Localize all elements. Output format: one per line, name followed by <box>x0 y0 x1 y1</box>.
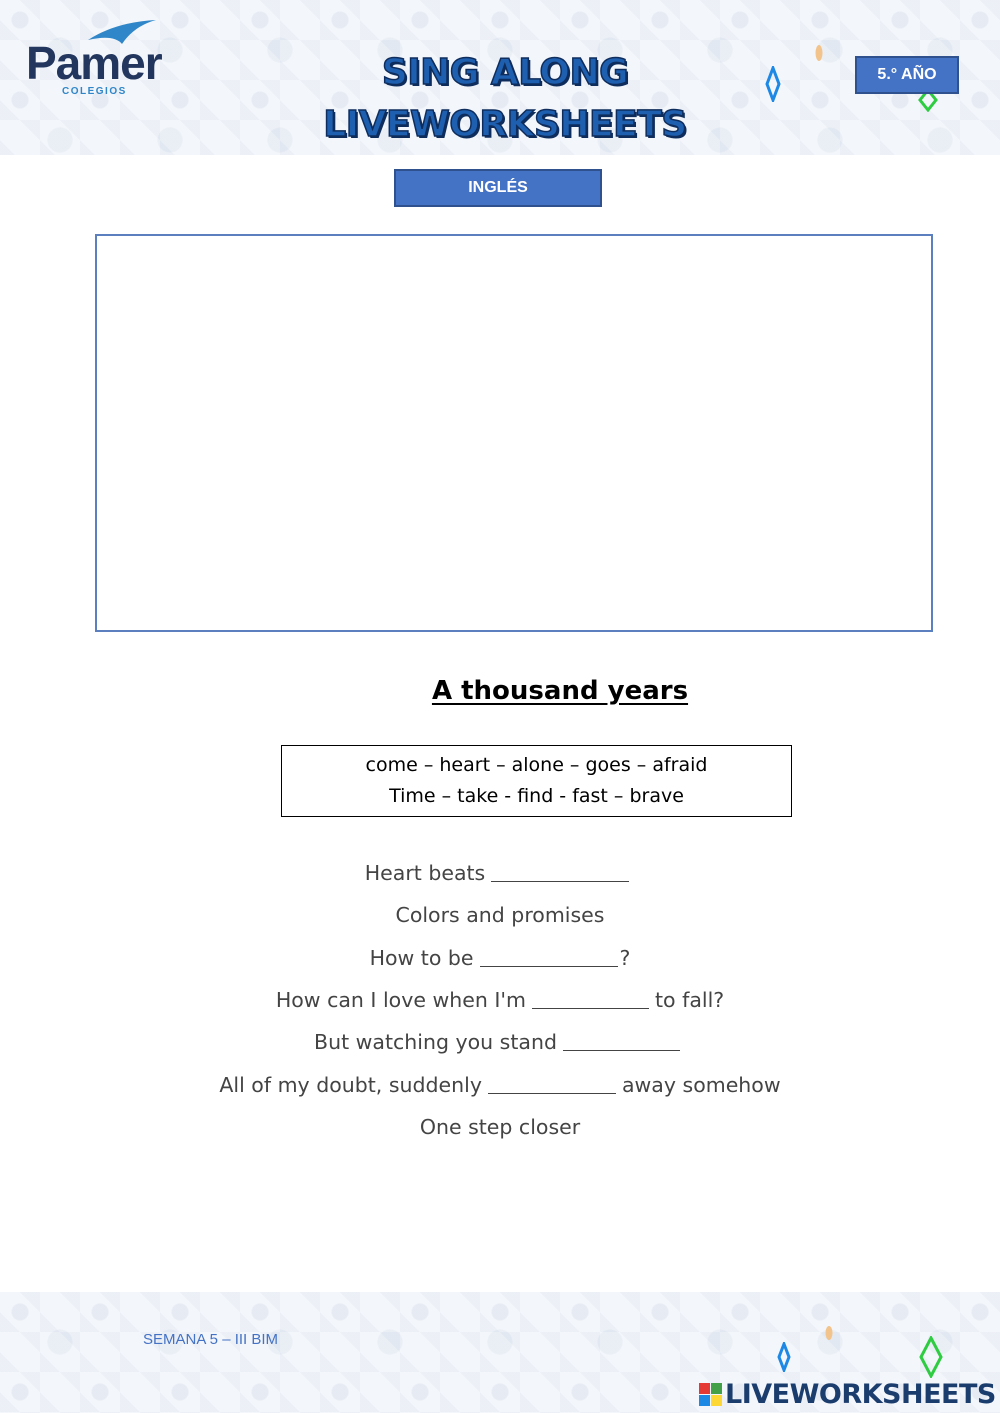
lyric-line-1 <box>0 852 1000 894</box>
decorative-dot-icon <box>814 42 824 64</box>
subject-badge: INGLÉS <box>394 169 602 207</box>
lyric-line-5 <box>0 1021 1000 1063</box>
word-bank-line-1: come – heart – alone – goes – afraid <box>365 754 708 776</box>
answer-blank-1[interactable] <box>491 864 629 882</box>
pamer-logo <box>26 18 176 100</box>
liveworksheets-wordmark: LIVEWORKSHEETS <box>725 1378 996 1410</box>
song-title: A thousand years <box>431 676 689 706</box>
lyric-text: But watching you stand <box>314 1030 557 1055</box>
word-bank <box>281 745 792 817</box>
lyric-line-3 <box>0 937 1000 979</box>
lyric-text-after: ? <box>619 945 631 970</box>
lyric-text: How can I love when I'm <box>275 988 527 1013</box>
lyric-text-after: to fall? <box>655 988 725 1013</box>
decorative-diamond-icon <box>918 1336 944 1378</box>
lyric-line-6 <box>0 1063 1000 1105</box>
footer-week-label: SEMANA 5 – III BIM <box>143 1331 279 1348</box>
lyric-text: How to be <box>369 945 474 970</box>
liveworksheets-logo-icon <box>699 1383 722 1406</box>
word-bank-line-2: Time – take - find - fast – brave <box>389 785 684 807</box>
decorative-drop-icon <box>776 1342 792 1372</box>
answer-blank-2[interactable] <box>480 949 618 967</box>
lyric-text-after: away somehow <box>621 1072 781 1097</box>
page-title-line-1: SING ALONG <box>381 52 629 93</box>
logo-subtitle: COLEGIOS <box>62 86 127 97</box>
liveworksheets-brand[interactable] <box>699 1377 996 1411</box>
lyric-line-2 <box>0 894 1000 936</box>
decorative-drop-icon <box>764 66 782 102</box>
lyric-text: All of my doubt, suddenly <box>219 1072 482 1097</box>
grade-badge: 5.° AÑO <box>855 56 959 94</box>
answer-blank-5[interactable] <box>488 1076 616 1094</box>
media-embed-frame[interactable] <box>95 234 933 632</box>
lyric-text: One step closer <box>419 1114 581 1139</box>
logo-wordmark: Pamer <box>26 37 162 89</box>
lyric-text: Heart beats <box>364 861 486 886</box>
lyric-text: Colors and promises <box>395 903 605 928</box>
decorative-dot-icon <box>824 1324 834 1342</box>
answer-blank-3[interactable] <box>532 991 649 1009</box>
lyric-line-4 <box>0 979 1000 1021</box>
lyric-line-7 <box>0 1106 1000 1148</box>
lyrics-list <box>0 852 1000 1148</box>
page-title-line-2: LIVEWORKSHEETS <box>323 104 687 145</box>
answer-blank-4[interactable] <box>563 1033 680 1051</box>
